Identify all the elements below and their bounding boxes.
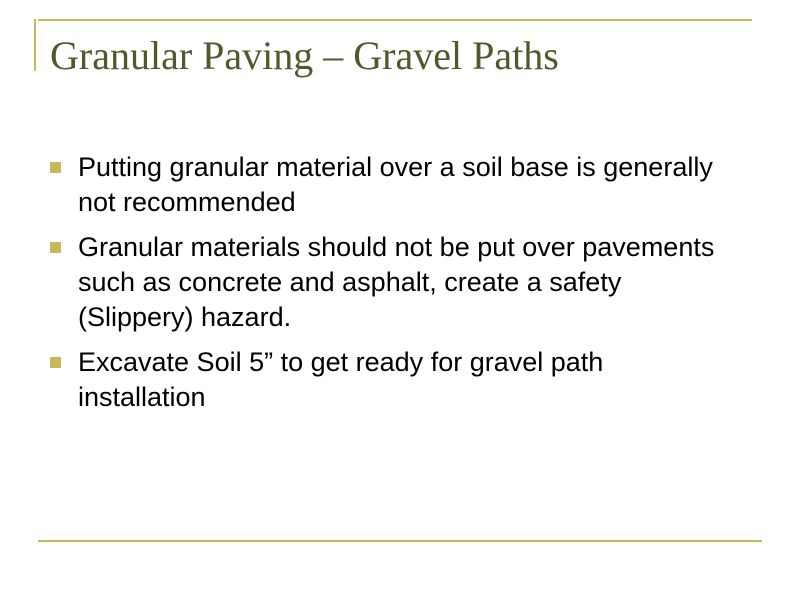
bullet-text: Excavate Soil 5” to get ready for gravel path installation	[78, 347, 604, 412]
square-bullet-icon	[50, 242, 61, 253]
bullet-text: Putting granular material over a soil base is generally not recommended	[78, 152, 713, 217]
square-bullet-icon	[50, 357, 61, 368]
bullet-list	[48, 150, 738, 425]
bullet-item	[48, 230, 738, 335]
left-rule	[34, 19, 36, 71]
bottom-rule	[38, 540, 762, 542]
top-rule	[38, 19, 752, 21]
square-bullet-icon	[50, 162, 61, 173]
bullet-text: Granular materials should not be put over pavements such as concrete and asphalt, create a safety (Slippery) hazard.	[78, 232, 715, 332]
bullet-item	[48, 345, 738, 415]
slide-title: Granular Paving – Gravel Paths	[50, 33, 559, 78]
bullet-item	[48, 150, 738, 220]
